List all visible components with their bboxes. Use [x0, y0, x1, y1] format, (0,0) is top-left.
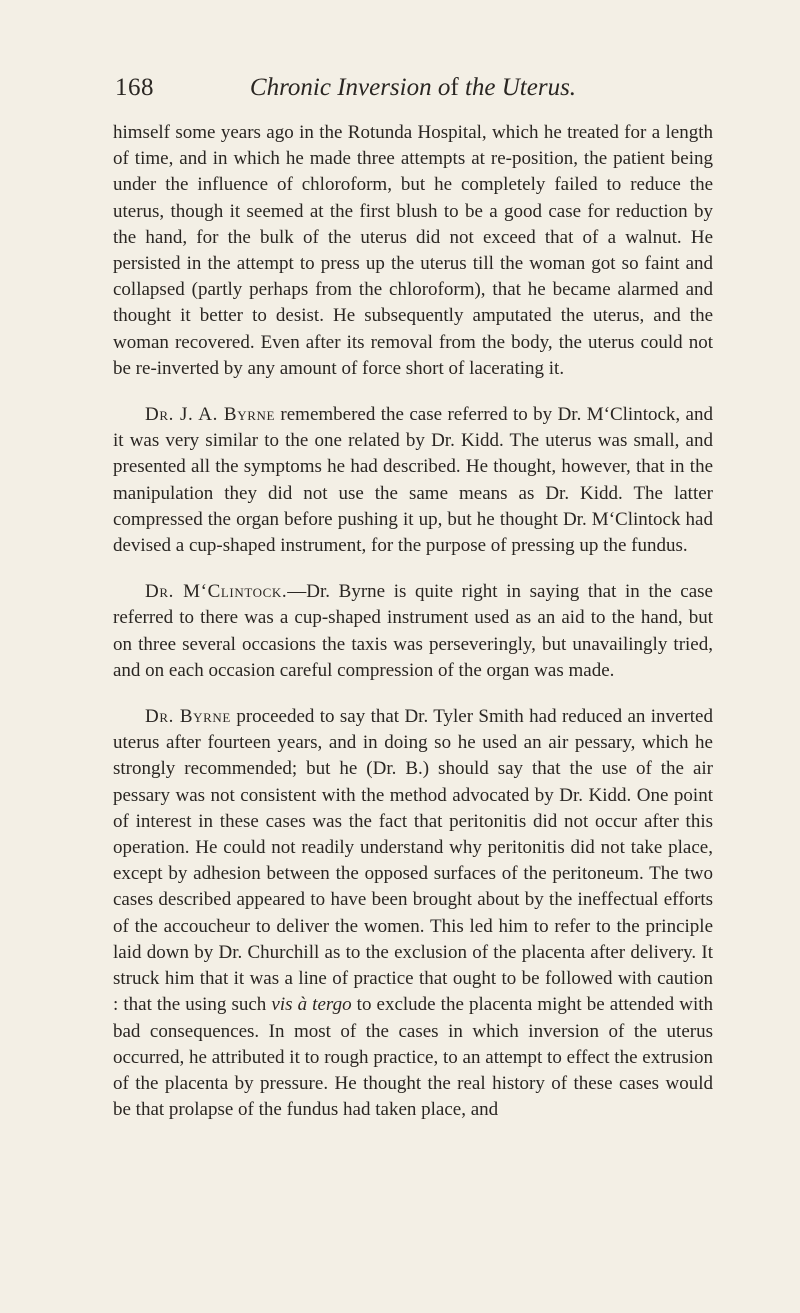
speaker-name: Dr. M‘Clintock. — [145, 581, 288, 603]
running-title-part-3: the Uterus. — [458, 74, 577, 101]
paragraph-text: to exclude the placenta might be attended with bad consequences. In most of the cases in which inversion of the uterus occurred, he attributed it to rough practice, to an attempt to effect the extrusion of the placenta by pressure. He thought the real history of these cases would be that prolapse of the fundus had taken place, and — [113, 994, 714, 1121]
running-title — [115, 70, 711, 106]
paragraph-text: proceeded to say that Dr. Tyler Smith had reduced an inverted uterus after fourteen years, and in doing so he used an air pessary, which he strongly recommended; but he (Dr. B.) should say that the use of the air pessary was not consistent with the method advocated by Dr. Kidd. One point of interest in these cases was the fact that peritonitis did not occur after this operation. He could not readily understand why peritonitis did not take place, except by adhesion between the opposed surfaces of the peritoneum. The two cases described appeared to have been brought about by the ineffectual efforts of the accoucheur to deliver the women. This led him to refer to the principle laid down by Dr. Churchill as to the exclusion of the placenta after delivery. It struck him that it was a line of practice that ought to be followed with caution : that the using such — [113, 706, 713, 1016]
latin-phrase: vis à tergo — [271, 994, 352, 1016]
paragraph-continuation: himself some years ago in the Rotunda Hospital, which he treated for a length of time, and in which he made three attempts at re-position, the patient being under the influence of chloroform, but he completely failed to reduce the uterus, though it seemed at the first blush to be a good case for reduction by the hand, for the bulk of the uterus did not exceed that of a walnut. He persisted in the attempt to press up the uterus till the woman got so faint and collapsed (partly perhaps from the chloroform), that he became alarmed and thought it better to desist. He subsequently amputated the uterus, and the woman recovered. Even after its removal from the body, the uterus could not be re-inverted by any amount of force short of lacerating it. — [113, 122, 713, 379]
paragraph-text: remembered the case referred to by Dr. M‘Clintock, and it was very similar to the one related by Dr. Kidd. The uterus was small, and presented all the symptoms he had described. He thought, however, that in the manipulation they did not use the same means as Dr. Kidd. The latter compressed the organ before pushing it up, but he thought Dr. M‘Clintock had devised a cup-shaped instrument, for the purpose of pressing up the fundus. — [113, 404, 713, 557]
paragraph-byrne-2 — [113, 704, 713, 1123]
paragraph-byrne-1 — [113, 402, 713, 559]
running-title-part-1: Chronic Inversion o — [249, 74, 451, 101]
paragraph-text: —Dr. Byrne is quite right in saying that in the case referred to there was a cup-shaped instrument used as an aid to the hand, but on three several occasions the taxis was perseveringly, but unavailingly tried, and on each occasion careful compression of the organ was made. — [113, 581, 713, 681]
running-title-part-2: f — [450, 74, 459, 101]
body-text — [113, 120, 713, 1143]
paragraph-mcclintock — [113, 579, 713, 684]
speaker-name: Dr. Byrne — [145, 706, 231, 728]
page-number: 168 — [115, 74, 154, 101]
speaker-name: Dr. J. A. Byrne — [145, 404, 275, 426]
running-head — [115, 70, 711, 106]
